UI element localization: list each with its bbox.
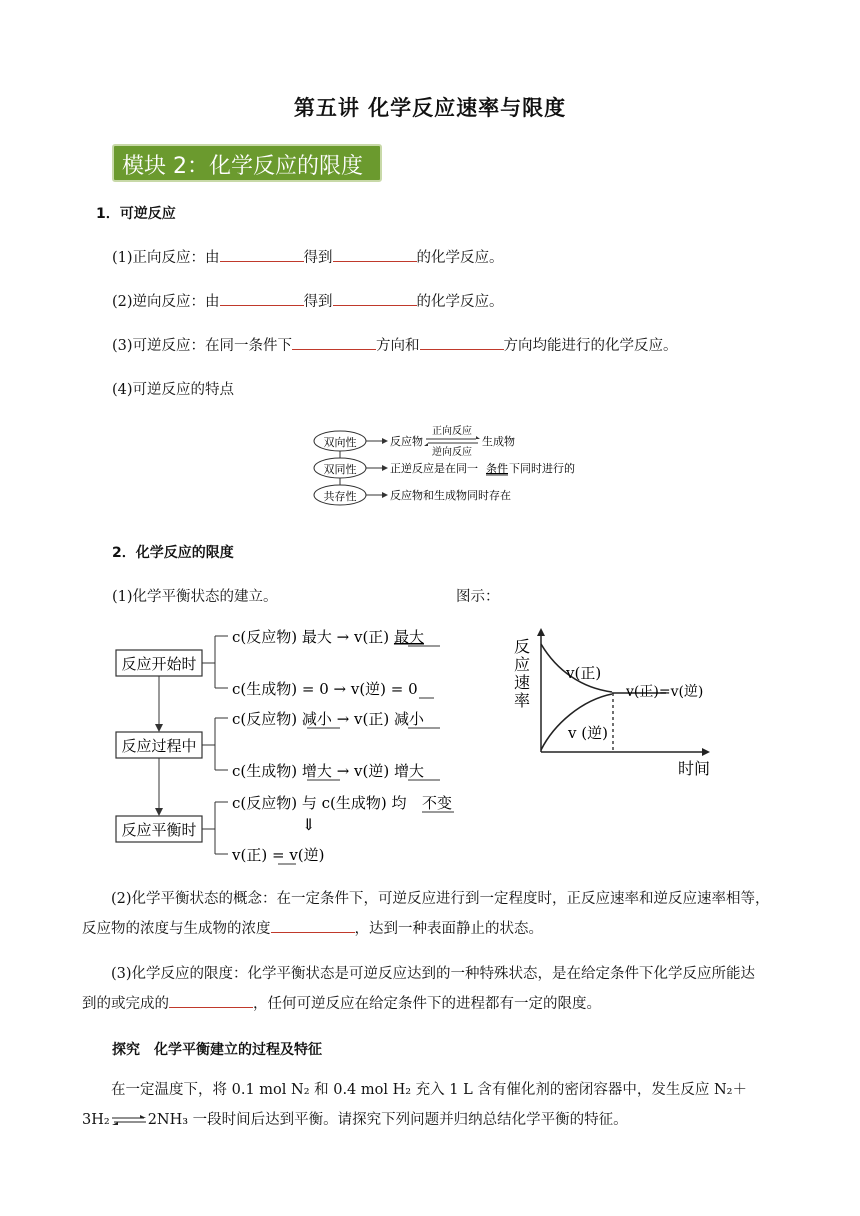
s1-product: c(生成物) = 0 → v(逆) = 0	[232, 680, 418, 698]
explore-text: 在一定温度下，将 0.1 mol N₂ 和 0.4 mol H₂ 充入 1 L 含有催化剂的密闭容器中，发生反应 N₂＋ 3H₂ 2NH₃ 一段时间后达到平衡。请探究下列问题并归纳总结化学平衡的特征。	[82, 1082, 747, 1128]
feature1-reactant: 反应物	[390, 435, 423, 448]
reversible-features-diagram	[310, 422, 600, 514]
forward-rate-label: v(正)	[566, 664, 602, 682]
feature-label-bidirectional: 双向性	[323, 436, 357, 449]
feature-label-coexist: 共存性	[323, 490, 357, 503]
s2-product: c(生成物) 增大 → v(逆) 增大	[232, 762, 424, 780]
blank[interactable]	[333, 291, 417, 306]
s1-reactant: c(反应物) 最大 → v(正) 最大	[232, 628, 424, 646]
item-reverse-reaction: (2)逆向反应：由 得到 的化学反应。	[112, 290, 504, 311]
blank[interactable]	[169, 993, 253, 1008]
module-banner	[112, 144, 384, 184]
s3-implies-icon: ⇓	[302, 815, 316, 834]
page-title: 第五讲 化学反应速率与限度	[293, 96, 567, 120]
item-equilibrium-establish: (1)化学平衡状态的建立。	[112, 589, 278, 605]
item-reaction-limit: (3)化学反应的限度：化学平衡状态是可逆反应达到的一种特殊状态，是在给定条件下化学反应所能达 到的或完成的 ，任何可逆反应在给定条件下的进程都有一定的限度。	[82, 966, 756, 1012]
feature3-text: 反应物和生成物同时存在	[390, 489, 511, 502]
item-equilibrium-concept: (2)化学平衡状态的概念：在一定条件下，可逆反应进行到一定程度时，正反应速率和逆反应速率相等， 反应物的浓度与生成物的浓度 ，达到一种表面静止的状态。	[82, 891, 770, 937]
feature2-text-b: 下同时进行的	[509, 462, 575, 475]
item-forward-reaction: (1)正向反应：由 得到 的化学反应。	[112, 246, 504, 267]
blank[interactable]	[220, 291, 304, 306]
blank[interactable]	[292, 335, 376, 350]
feature2-text-a: 正逆反应是在同一	[390, 462, 478, 475]
stage-process: 反应过程中	[121, 737, 197, 755]
section2-heading: 2．化学反应的限度	[112, 545, 234, 561]
blank[interactable]	[220, 247, 304, 262]
feature2-condition: 条件	[486, 462, 508, 475]
item-features: (4)可逆反应的特点	[112, 382, 235, 398]
ylabel-char-3: 速	[513, 673, 531, 692]
feature1-product: 生成物	[482, 435, 515, 448]
blank[interactable]	[420, 335, 504, 350]
module-banner-label: 模块 2：化学反应的限度	[122, 154, 363, 179]
s3-unchanged: 不变	[422, 794, 453, 812]
equilibrium-arrow-icon	[110, 1113, 148, 1127]
feature-label-simultaneous: 双同性	[323, 463, 357, 476]
s2-reactant: c(反应物) 减小 → v(正) 减小	[232, 710, 424, 728]
ylabel-char-2: 应	[513, 655, 531, 674]
s3-rates: v(正) = v(逆)	[232, 846, 325, 864]
equilibrium-flow-diagram	[110, 620, 480, 870]
feature1-forward: 正向反应	[432, 426, 472, 437]
equal-rates-label: v(正)=v(逆)	[626, 684, 704, 700]
feature1-reverse: 逆向反应	[432, 447, 472, 458]
reverse-rate-label: v (逆)	[568, 724, 608, 742]
figure-label: 图示：	[456, 589, 500, 605]
explore-heading: 探究 化学平衡建立的过程及特征	[112, 1042, 322, 1058]
s3-concentrations: c(反应物) 与 c(生成物) 均	[232, 794, 407, 812]
stage-start: 反应开始时	[121, 655, 197, 673]
item-reversible-reaction: (3)可逆反应：在同一条件下 方向和 方向均能进行的化学反应。	[112, 334, 678, 355]
blank[interactable]	[333, 247, 417, 262]
xlabel: 时间	[678, 759, 711, 776]
rate-time-graph	[512, 626, 732, 776]
blank[interactable]	[271, 918, 355, 933]
section1-heading: 1．可逆反应	[96, 206, 176, 222]
stage-equilibrium: 反应平衡时	[121, 821, 197, 839]
ylabel-char-4: 率	[513, 691, 531, 710]
ylabel-char-1: 反	[513, 637, 531, 656]
